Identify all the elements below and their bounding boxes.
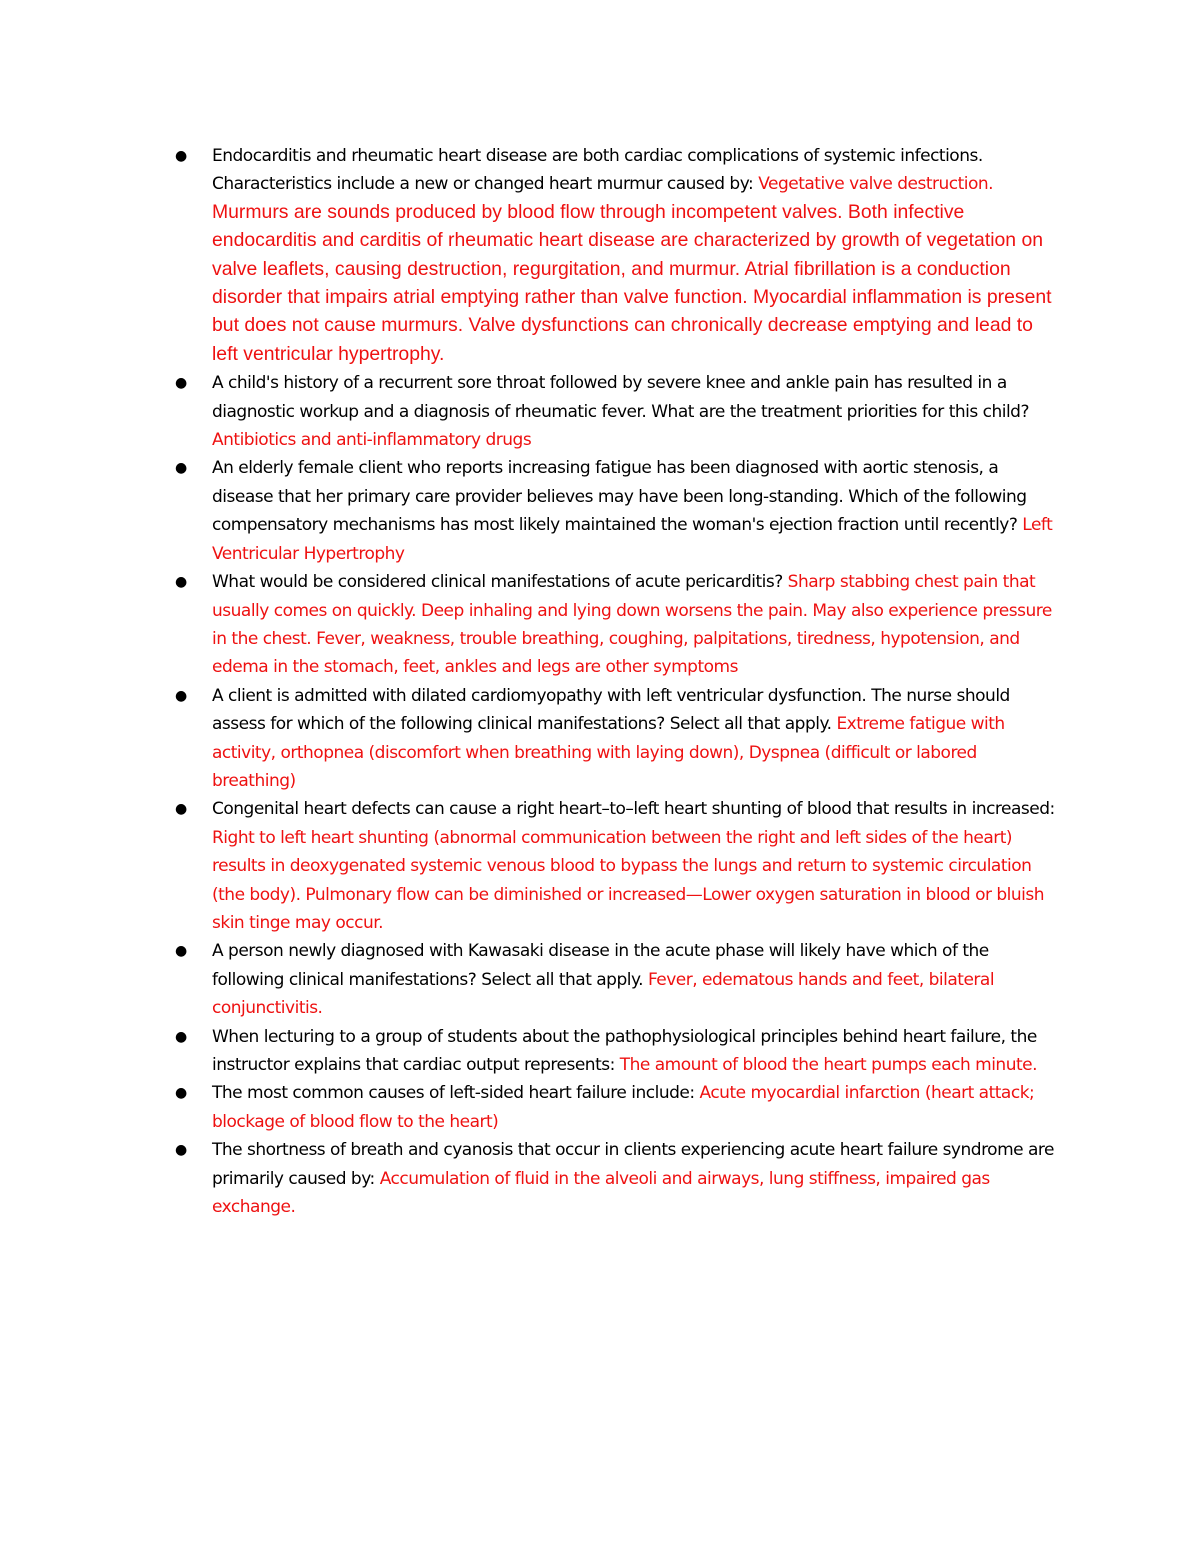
- bullet-icon: ●: [175, 1028, 187, 1045]
- question-text: When lecturing to a group of students about the pathophysiological principles behind heart failure, the instructor explains that cardiac output represents:: [212, 1026, 1037, 1075]
- question-text: A person newly diagnosed with Kawasaki disease in the acute phase will likely have which of the following clinical manifestations? Select all that apply.: [212, 941, 989, 990]
- answer-text: Accumulation of fluid in the alveoli and airways, lung stiffness, impaired gas exchange.: [212, 1168, 990, 1218]
- list-item: [175, 568, 1062, 682]
- bullet-icon: ●: [175, 1085, 187, 1102]
- answer-text: Acute myocardial infarction (heart attack; blockage of blood flow to the heart): [212, 1083, 1035, 1132]
- answer-text: Extreme fatigue with activity, orthopnea (discomfort when breathing with laying down), Dyspnea (difficult or labored breathing): [212, 714, 1005, 791]
- bullet-icon: ●: [175, 574, 187, 591]
- question-text: A client is admitted with dilated cardiomyopathy with left ventricular dysfunction. The nurse should assess for which of the following clinical manifestations? Select all that apply.: [212, 685, 1010, 735]
- answer-text: The amount of blood the heart pumps each minute.: [619, 1055, 1038, 1075]
- question-text: What would be considered clinical manifestations of acute pericarditis?: [212, 572, 788, 593]
- bullet-icon: ●: [175, 687, 187, 704]
- list-item: [175, 1079, 1062, 1136]
- answer-text: Left Ventricular Hypertrophy: [212, 515, 1053, 564]
- answer-text: Right to left heart shunting (abnormal communication between the right and left sides of the heart) results in deoxygenated systemic venous blood to bypass the lungs and return to systemic circulation (the body). Pulmonary flow can be diminished or increased—Lower oxygen saturation in blood or bluish skin tinge may occur.: [212, 827, 1044, 933]
- list-item: [175, 682, 1062, 796]
- bullet-icon: ●: [175, 801, 187, 818]
- question-text: The most common causes of left-sided heart failure include:: [212, 1083, 700, 1104]
- question-text: The shortness of breath and cyanosis that occur in clients experiencing acute heart failure syndrome are primarily caused by:: [212, 1140, 1054, 1189]
- question-list: [175, 142, 1062, 1221]
- list-item: [175, 454, 1062, 568]
- question-text: A child's history of a recurrent sore throat followed by severe knee and ankle pain has resulted in a diagnostic workup and a diagnosis of rheumatic fever. What are the treatment priorities for this child?: [212, 373, 1029, 422]
- list-item: [175, 1023, 1062, 1080]
- answer-explanation: Murmurs are sounds produced by blood flow through incompetent valves. Both infective endocarditis and carditis of rheumatic heart disease are characterized by growth of vegetation on valve leaflets, causing destruction, regurgitation, and murmur. Atrial fibrillation is a conduction disorder that impairs atrial emptying rather than valve function. Myocardial inflammation is present but does not cause murmurs. Valve dysfunctions can chronically decrease emptying and lead to left ventricular hypertrophy.: [212, 200, 1052, 365]
- answer-text: Fever, edematous hands and feet, bilateral conjunctivitis.: [212, 969, 995, 1019]
- list-item: [175, 795, 1062, 937]
- list-item: [175, 369, 1062, 454]
- bullet-icon: ●: [175, 148, 187, 164]
- list-item: [175, 1136, 1062, 1221]
- question-text: Congenital heart defects can cause a right heart–to–left heart shunting of blood that results in increased:: [212, 799, 1055, 820]
- question-text: An elderly female client who reports increasing fatigue has been diagnosed with aortic stenosis, a disease that her primary care provider believes may have been long-standing. Which of the following compensatory mechanisms has most likely maintained the woman's ejection fraction until recently?: [212, 458, 1027, 536]
- bullet-icon: ●: [175, 375, 187, 392]
- answer-text: Sharp stabbing chest pain that usually comes on quickly. Deep inhaling and lying down worsens the pain. May also experience pressure in the chest. Fever, weakness, trouble breathing, coughing, palpitations, tiredness, hypotension, and edema in the stomach, feet, ankles and legs are other symptoms: [212, 572, 1052, 678]
- answer-text: Antibiotics and anti-inflammatory drugs: [212, 430, 532, 451]
- answer-text: Vegetative valve destruction.: [758, 174, 994, 195]
- question-text: Endocarditis and rheumatic heart disease are both cardiac complications of systemic infections. Characteristics include a new or changed heart murmur caused by:: [212, 146, 983, 195]
- list-item: [175, 142, 1062, 369]
- bullet-icon: ●: [175, 1142, 187, 1159]
- bullet-icon: ●: [175, 460, 187, 477]
- list-item: [175, 937, 1062, 1022]
- bullet-icon: ●: [175, 943, 187, 960]
